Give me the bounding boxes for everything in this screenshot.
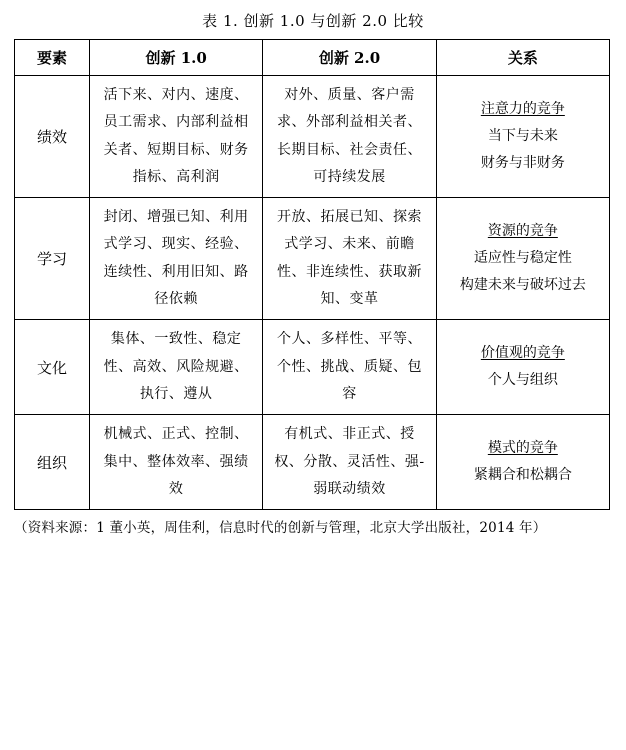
cell-performance-innovation-2: 对外、质量、客户需求、外部利益相关者、长期目标、社会责任、可持续发展 (263, 76, 436, 198)
table-row (15, 198, 610, 320)
relation-title: 模式的竞争 (487, 439, 558, 456)
relation-title: 资源的竞争 (487, 222, 558, 239)
cell-organization-innovation-1: 机械式、正式、控制、集中、整体效率、强绩效 (90, 415, 263, 510)
table-row (15, 415, 610, 510)
column-header-innovation-2: 创新 2.0 (263, 40, 436, 76)
column-header-innovation-1: 创新 1.0 (90, 40, 263, 76)
relation-detail: 财务与非财务 (480, 155, 565, 172)
table-header-row (15, 40, 610, 76)
cell-learning-relation (436, 198, 609, 320)
row-label-organization: 组织 (15, 415, 90, 510)
table-row (15, 320, 610, 415)
row-label-learning: 学习 (15, 198, 90, 320)
cell-performance-relation (436, 76, 609, 198)
source-note: （资料来源：1 董小英，周佳利，信息时代的创新与管理，北京大学出版社，2014 年） (14, 520, 547, 537)
relation-title: 价值观的竞争 (480, 345, 565, 362)
column-header-factor: 要素 (15, 40, 90, 76)
row-label-performance: 绩效 (15, 76, 90, 198)
relation-detail: 紧耦合和松耦合 (473, 467, 572, 484)
cell-organization-innovation-2: 有机式、非正式、授权、分散、灵活性、强-弱联动绩效 (263, 415, 436, 510)
table-body (15, 76, 610, 510)
cell-culture-innovation-2: 个人、多样性、平等、个性、挑战、质疑、包容 (263, 320, 436, 415)
relation-detail: 适应性与稳定性 (473, 250, 572, 267)
table-header (15, 40, 610, 76)
comparison-table (14, 39, 610, 510)
cell-culture-innovation-1: 集体、一致性、稳定性、高效、风险规避、执行、遵从 (90, 320, 263, 415)
cell-organization-relation (436, 415, 609, 510)
relation-title: 注意力的竞争 (480, 100, 565, 117)
cell-performance-innovation-1: 活下来、对内、速度、员工需求、内部利益相关者、短期目标、财务指标、高利润 (90, 76, 263, 198)
relation-detail: 构建未来与破坏过去 (459, 277, 586, 294)
column-header-relation: 关系 (436, 40, 609, 76)
table-row (15, 76, 610, 198)
cell-learning-innovation-2: 开放、拓展已知、探索式学习、未来、前瞻性、非连续性、获取新知、变革 (263, 198, 436, 320)
row-label-culture: 文化 (15, 320, 90, 415)
relation-detail: 个人与组织 (487, 372, 558, 389)
relation-detail: 当下与未来 (487, 127, 558, 144)
table-caption: 表 1. 创新 1.0 与创新 2.0 比较 (202, 12, 424, 30)
cell-culture-relation (436, 320, 609, 415)
cell-learning-innovation-1: 封闭、增强已知、利用式学习、现实、经验、连续性、利用旧知、路径依赖 (90, 198, 263, 320)
